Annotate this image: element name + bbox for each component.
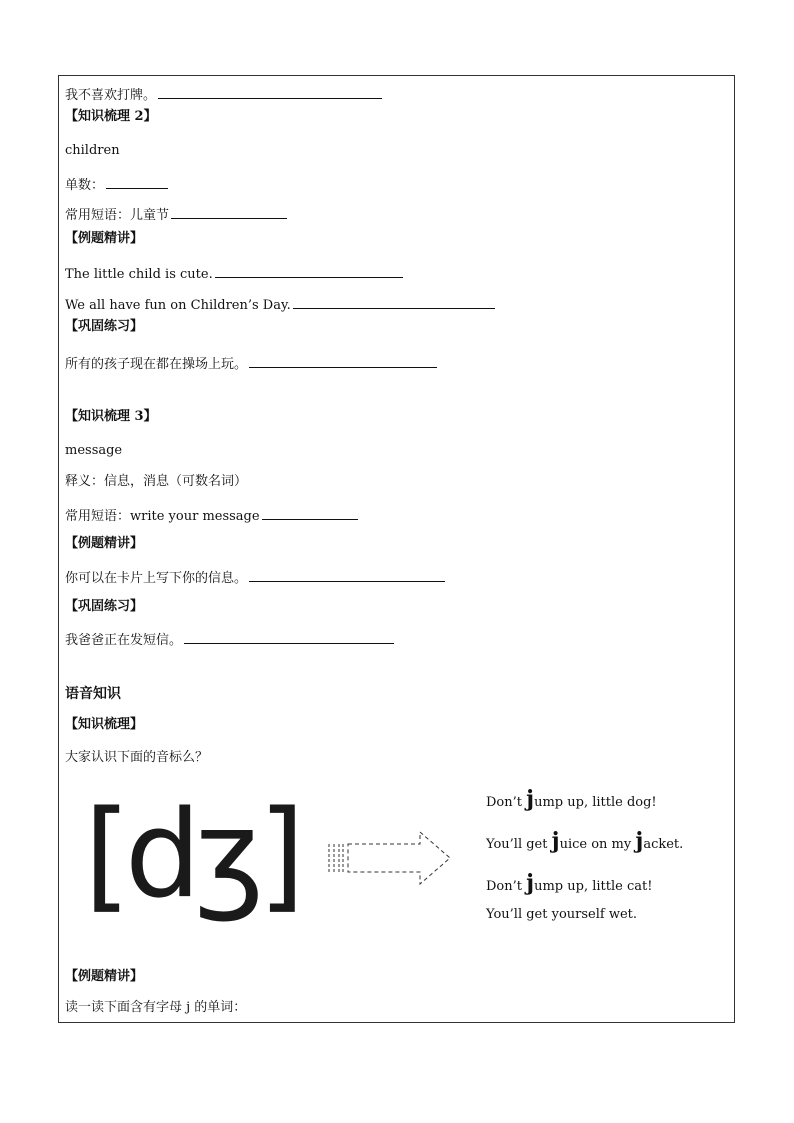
rhyme-line-1 (486, 786, 657, 812)
section-heading-example: 【例题精讲】 (65, 231, 144, 246)
translation-item-1 (65, 85, 382, 104)
label: 常用短语：儿童节 (65, 208, 170, 223)
practice-sentence (65, 630, 394, 649)
answer-blank[interactable] (158, 85, 382, 99)
dashed-arrow-icon (326, 830, 452, 886)
rhyme-text: ump up, little dog! (534, 795, 657, 810)
answer-blank[interactable] (249, 354, 437, 368)
highlight-letter: j (526, 786, 535, 812)
section-heading-example: 【例题精讲】 (65, 969, 144, 984)
rhyme-line-4: You’ll get yourself wet. (486, 907, 638, 922)
example-sentence (65, 295, 495, 314)
practice-sentence (65, 354, 437, 373)
answer-blank[interactable] (262, 506, 358, 520)
label: 常用短语：write your message (65, 509, 260, 524)
rhyme-text: ump up, little cat! (534, 879, 653, 894)
sentence-text: 你可以在卡片上写下你的信息。 (65, 571, 248, 586)
rhyme-text: uice on my (559, 837, 636, 852)
highlight-letter: j (635, 828, 644, 854)
phrase-item (65, 205, 287, 224)
rhyme-line-2 (486, 828, 684, 854)
rhyme-text: Don’t (486, 879, 527, 894)
answer-blank[interactable] (293, 295, 495, 309)
label: 单数： (65, 178, 105, 193)
answer-blank[interactable] (171, 205, 287, 219)
phrase-item (65, 506, 358, 525)
example-sentence (65, 568, 445, 587)
question-line: 大家认识下面的音标么？ (65, 750, 209, 765)
section-title-phonics: 语音知识 (65, 686, 121, 702)
answer-blank[interactable] (215, 264, 403, 278)
section-heading-knowledge-2: 【知识梳理 2】 (65, 109, 157, 124)
answer-blank[interactable] (249, 568, 445, 582)
phonetic-symbol-image: [dʒ] (84, 786, 300, 925)
vocab-word: children (65, 143, 120, 158)
example-sentence (65, 264, 403, 283)
section-heading-knowledge-3: 【知识梳理 3】 (65, 409, 157, 424)
rhyme-text: Don’t (486, 795, 527, 810)
sentence-text: 我不喜欢打牌。 (65, 88, 157, 103)
section-heading-practice: 【巩固练习】 (65, 319, 144, 334)
vocab-word: message (65, 443, 123, 458)
rhyme-text: acket. (643, 837, 684, 852)
highlight-letter: j (551, 828, 560, 854)
section-heading-knowledge: 【知识梳理】 (65, 717, 144, 732)
sentence-text: We all have fun on Children’s Day. (65, 298, 291, 313)
meaning-line: 释义：信息，消息（可数名词） (65, 474, 248, 489)
sentence-text: 我爸爸正在发短信。 (65, 633, 183, 648)
answer-blank[interactable] (106, 175, 168, 189)
section-heading-practice: 【巩固练习】 (65, 599, 144, 614)
rhyme-line-3 (486, 870, 653, 896)
instruction-line: 读一读下面含有字母 j 的单词： (65, 1000, 247, 1015)
sentence-text: The little child is cute. (65, 267, 213, 282)
singular-item (65, 175, 168, 194)
rhyme-text: You’ll get (486, 837, 552, 852)
highlight-letter: j (526, 870, 535, 896)
answer-blank[interactable] (184, 630, 394, 644)
sentence-text: 所有的孩子现在都在操场上玩。 (65, 357, 248, 372)
section-heading-example: 【例题精讲】 (65, 536, 144, 551)
